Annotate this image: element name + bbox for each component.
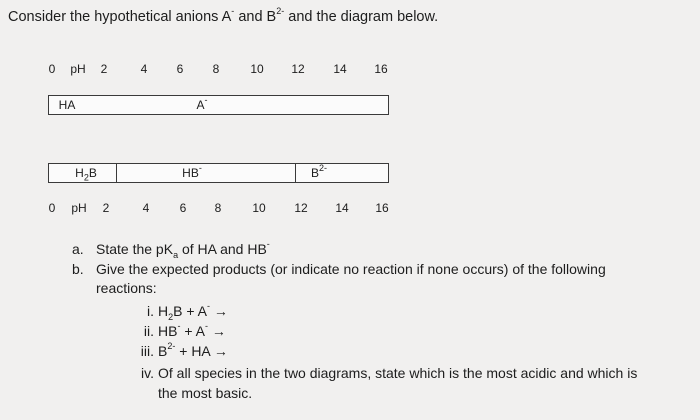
title-suffix: and the diagram below.	[284, 9, 439, 25]
ph-tick-8: 8	[214, 201, 222, 215]
ph-tick-6: 6	[179, 201, 187, 215]
ph-tick-0: 0	[48, 201, 56, 215]
ph-tick-2: 2	[102, 201, 110, 215]
ph-tick-label: pH	[70, 62, 86, 76]
question-b-marker: b.	[72, 261, 84, 277]
h2b-label: $H_2B$	[75, 166, 97, 183]
ph-tick-16: 16	[374, 62, 388, 76]
reaction-i-marker: i.	[147, 303, 154, 319]
ha-label: HA	[58, 98, 76, 112]
ph-tick-12: 12	[294, 201, 308, 215]
title-b-charge: 2-	[276, 6, 285, 17]
reaction-ii-marker: ii.	[143, 323, 154, 339]
reaction-iii-marker: iii.	[140, 343, 154, 359]
b2-minus-label: $B^{2-}$	[310, 163, 328, 180]
ph-tick-14: 14	[333, 62, 347, 76]
ph-tick-10: 10	[250, 62, 264, 76]
ph-tick-6: 6	[176, 62, 184, 76]
ph-tick-14: 14	[335, 201, 349, 215]
ph-tick-4: 4	[142, 201, 150, 215]
ha-segment	[49, 96, 388, 114]
question-b-line2: reactions:	[96, 280, 157, 296]
question-iv-line2: the most basic.	[158, 385, 253, 401]
question-b-line1: Give the expected products (or indicate no reaction if none occurs) of the following	[96, 261, 606, 277]
problem-statement	[8, 6, 439, 25]
ph-tick-4: 4	[140, 62, 148, 76]
h2b-species-bar	[48, 163, 389, 183]
ph-scale-top	[0, 62, 700, 78]
h2b-segment	[49, 164, 117, 182]
reaction-iii: iii. $B^{2-}$ + HA →	[130, 342, 228, 361]
ph-tick-16: 16	[375, 201, 389, 215]
ph-tick-10: 10	[252, 201, 266, 215]
ph-scale-bottom	[0, 201, 700, 217]
reaction-i: i. $H_2B + A^-$ →	[130, 302, 228, 321]
b2-minus-segment	[295, 164, 388, 182]
ph-tick-0: 0	[48, 62, 56, 76]
reaction-ii: ii. HB- + A- →	[130, 322, 226, 341]
title-a-charge: -	[231, 6, 235, 17]
ph-tick-12: 12	[291, 62, 305, 76]
question-a: a. State the $pK_a$ of HA and HB-	[72, 239, 270, 260]
a-minus-label: A-	[196, 95, 208, 112]
question-iv-marker: iv.	[141, 365, 154, 381]
hb-minus-label: HB-	[182, 163, 202, 180]
question-a-marker: a.	[72, 241, 84, 257]
ph-tick-2: 2	[100, 62, 108, 76]
ph-tick-label: pH	[71, 201, 87, 215]
title-middle: and B	[234, 9, 277, 25]
question-iv: iv. Of all species in the two diagrams, state which is the most acidic and which is	[130, 364, 637, 383]
ha-species-bar	[48, 95, 389, 115]
title-prefix: Consider the hypothetical anions A	[8, 9, 232, 25]
ph-tick-8: 8	[212, 62, 220, 76]
hb-minus-segment	[116, 164, 296, 182]
